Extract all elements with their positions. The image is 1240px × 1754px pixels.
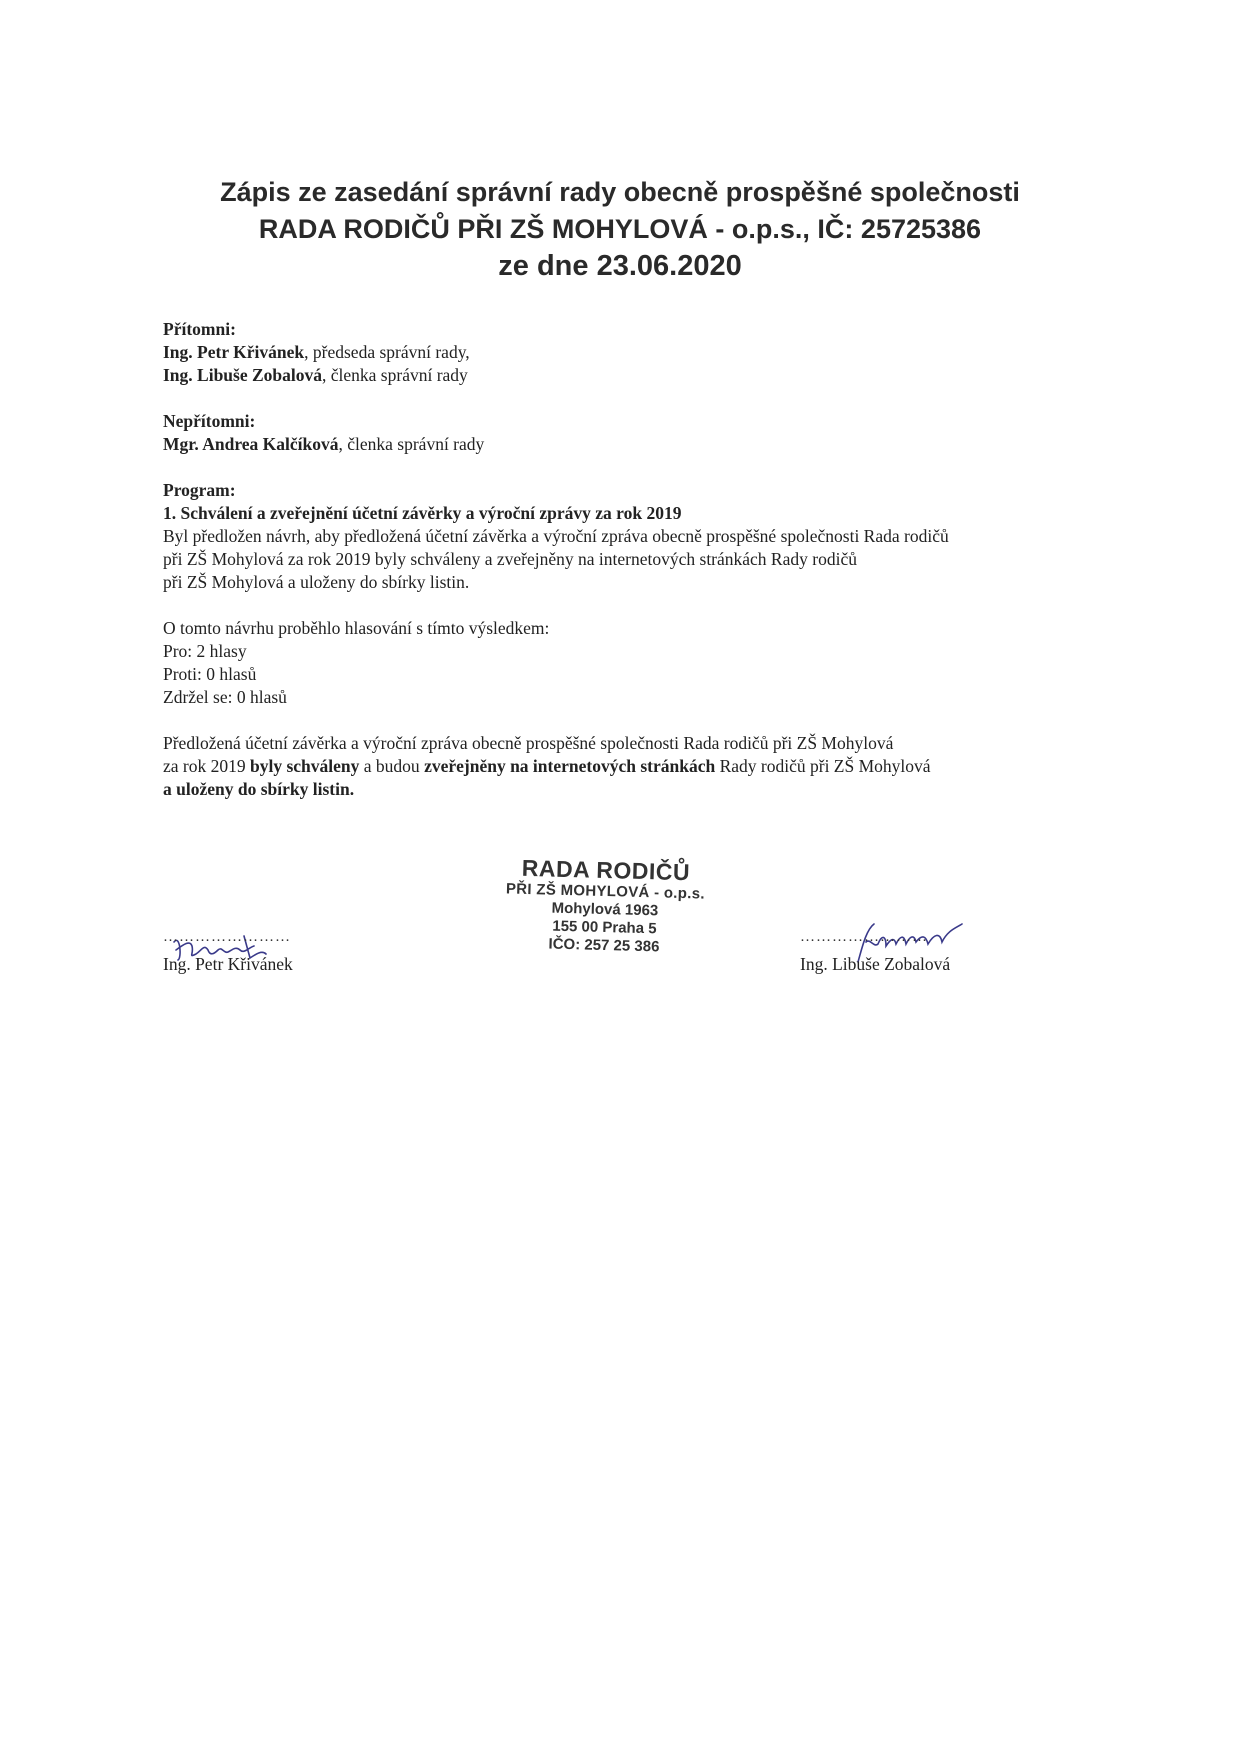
proposal-line: při ZŠ Mohylová za rok 2019 byly schváleny a zveřejněny na internetových stránkách Rady rodičů (163, 549, 857, 569)
title-line-1: Zápis ze zasedání správní rady obecně prospěšné společnosti (220, 177, 1020, 207)
signature-line: …………………… (163, 929, 291, 945)
voting-pro: Pro: 2 hlasy (163, 641, 247, 661)
signature-line: …………………… (800, 929, 928, 945)
voting-zdrzel: Zdržel se: 0 hlasů (163, 687, 287, 707)
signature-right (800, 929, 1000, 975)
present-member: Ing. Petr Křivánek, předseda správní rady, (163, 342, 470, 362)
title-line-2: RADA RODIČŮ PŘI ZŠ MOHYLOVÁ - o.p.s., IČ: 25725386 (258, 214, 982, 244)
program-item-title: 1. Schválení a zveřejnění účetní závěrky a výroční zprávy za rok 2019 (163, 503, 682, 523)
absent-heading: Nepřítomni: (163, 411, 256, 431)
program-heading: Program: (163, 480, 236, 500)
proposal-line: při ZŠ Mohylová a uloženy do sbírky listin. (163, 572, 470, 592)
voting-proti: Proti: 0 hlasů (163, 664, 257, 684)
title-date: ze dne 23.06.2020 (498, 250, 742, 282)
signatory-name: Ing. Petr Křivánek (163, 954, 293, 974)
conclusion-line: Předložená účetní závěrka a výroční zpráva obecně prospěšné společnosti Rada rodičů při ZŠ Mohylová (163, 733, 894, 753)
stamp-line: RADA RODIČŮ (521, 854, 691, 886)
signature-left (163, 929, 363, 975)
conclusion-line: za rok 2019 byly schváleny a budou zveřejněny na internetových stránkách Rady rodičů při ZŠ Mohylová (163, 756, 931, 776)
stamp-line: IČO: 257 25 386 (548, 935, 660, 956)
stamp-line: Mohylová 1963 (551, 899, 659, 920)
voting-intro: O tomto návrhu proběhlo hlasování s tímto výsledkem: (163, 618, 550, 638)
proposal-line: Byl předložen návrh, aby předložená účetní závěrka a výroční zpráva obecně prospěšné společnosti Rada rodičů (163, 526, 949, 546)
stamp-line: 155 00 Praha 5 (552, 917, 657, 938)
document-header (0, 174, 1240, 285)
conclusion-line: a uloženy do sbírky listin. (163, 779, 355, 799)
signatory-name: Ing. Libuše Zobalová (800, 954, 951, 974)
organization-stamp (469, 854, 741, 958)
absent-member: Mgr. Andrea Kalčíková, členka správní rady (163, 434, 485, 454)
stamp-line: PŘI ZŠ MOHYLOVÁ - o.p.s. (505, 880, 706, 903)
present-member: Ing. Libuše Zobalová, členka správní rady (163, 365, 468, 385)
present-heading: Přítomni: (163, 319, 236, 339)
document-body (163, 318, 1083, 801)
